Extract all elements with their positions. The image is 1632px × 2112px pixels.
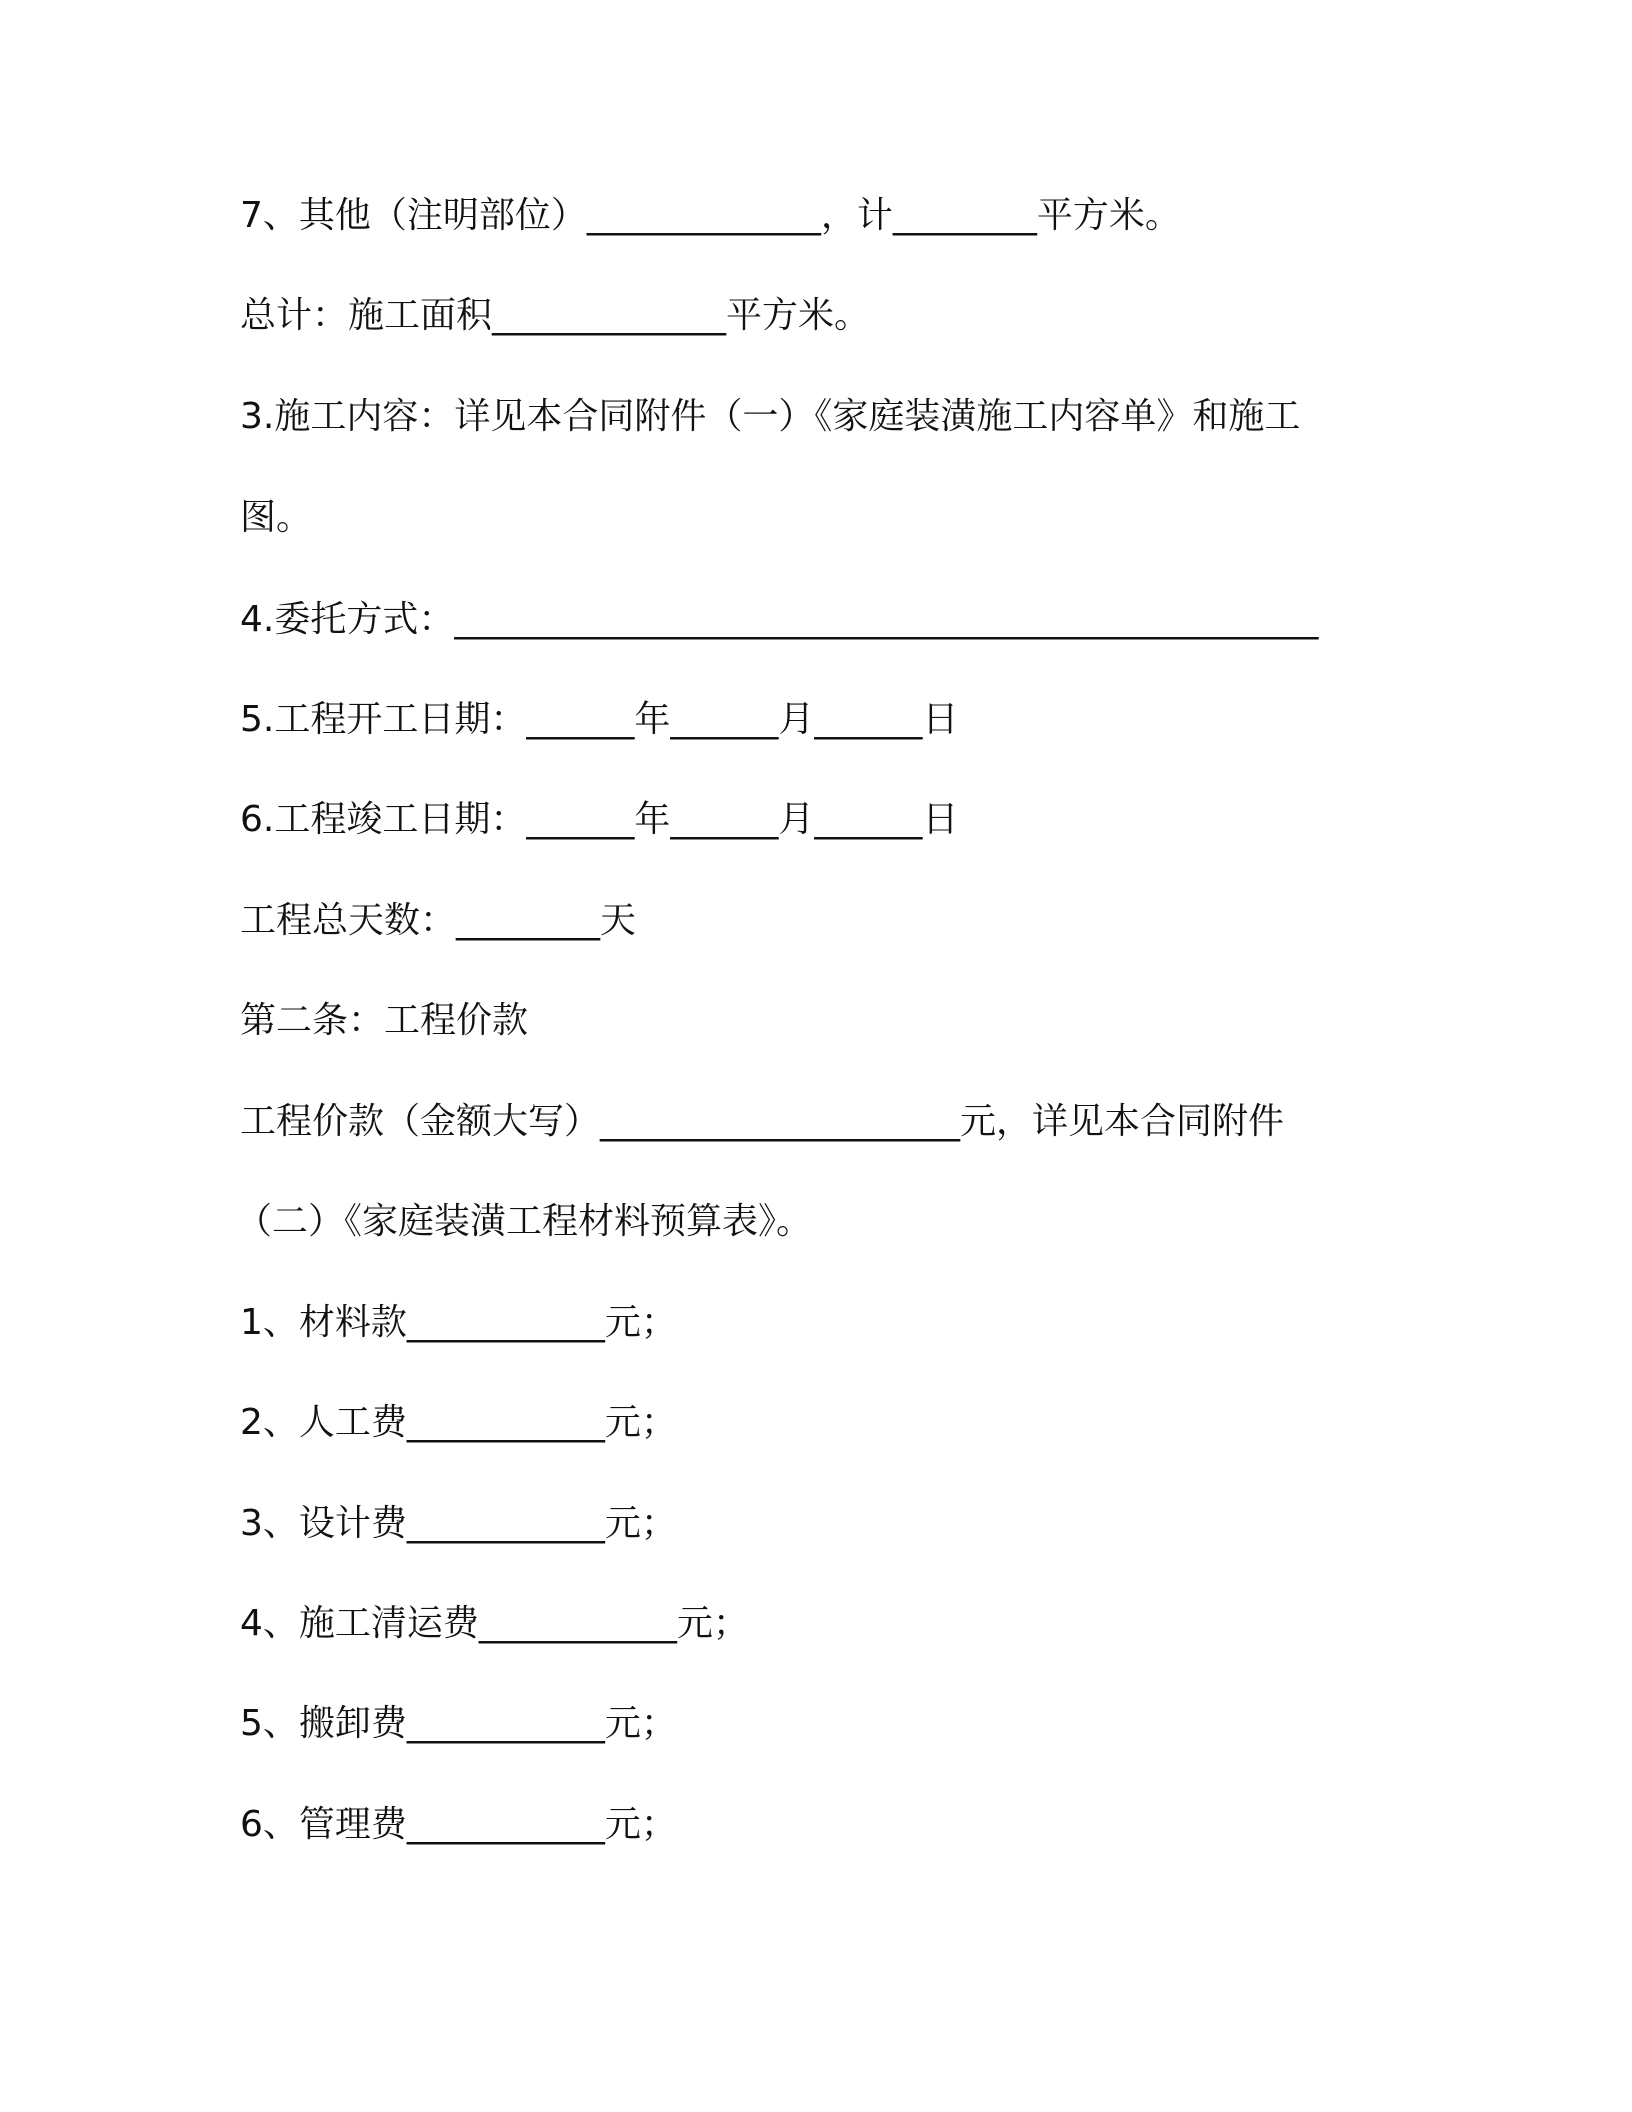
cleanup-fee-line: 4、施工清运费___________元； <box>240 1603 749 1644</box>
construction-content-line: 3.施工内容：详见本合同附件（一）《家庭装潢施工内容单》和施工 <box>240 396 1301 437</box>
design-fee-line: 3、设计费___________元； <box>240 1503 677 1544</box>
project-price-continued: （二）《家庭装潢工程材料预算表》。 <box>236 1201 813 1242</box>
commission-method-line: 4.委托方式：________________________________________________ <box>240 599 1319 640</box>
completion-date-line: 6.工程竣工日期：______年______月______日 <box>240 799 959 840</box>
total-area-line: 总计：施工面积_____________平方米。 <box>240 295 871 336</box>
start-date-line: 5.工程开工日期：______年______月______日 <box>240 699 959 740</box>
project-price-line: 工程价款（金额大写）____________________元，详见本合同附件 <box>240 1101 1285 1142</box>
management-fee-line: 6、管理费___________元； <box>240 1804 677 1845</box>
moving-fee-line: 5、搬卸费___________元； <box>240 1703 677 1744</box>
labor-fee-line: 2、人工费___________元； <box>240 1402 677 1443</box>
other-area-line: 7、其他（注明部位）_____________，计________平方米。 <box>240 195 1181 236</box>
article-two-heading: 第二条：工程价款 <box>240 1000 529 1041</box>
construction-content-continued: 图。 <box>240 497 313 538</box>
total-days-line: 工程总天数：________天 <box>240 900 637 941</box>
material-fee-line: 1、材料款___________元； <box>240 1302 677 1343</box>
